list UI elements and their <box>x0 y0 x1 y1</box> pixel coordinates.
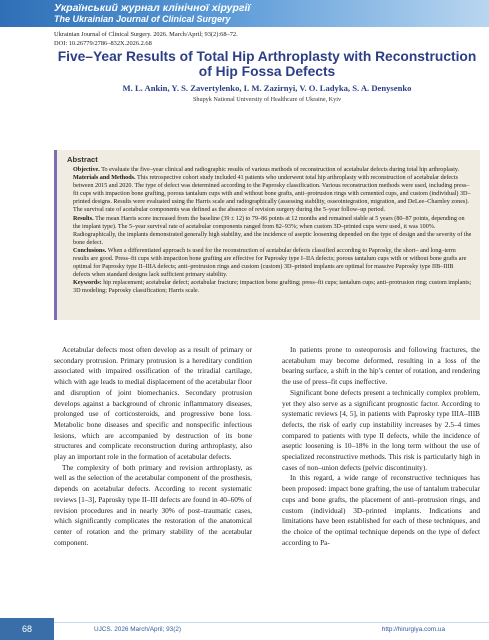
keywords-text: hip replacement; acetabular defect; acetabular fracture; impaction bone grafting; press–fit cups; tantalum cups; anti–protrusion ring; custom implants; 3D modeling; Paprosky classification; Harris scale. <box>73 280 472 295</box>
body-paragraph: In patients prone to osteoporosis and following fractures, the acetabulum may become deformed, resulting in a loss of the bearing surface, a shift in the hip’s center of rotation, and rendering the use of press–fit cups ineffective. <box>282 345 480 387</box>
methods-label: Materials and Methods. <box>73 175 136 182</box>
abstract-conclusions <box>67 247 472 279</box>
methods-text: This retrospective cohort study included 41 patients who underwent total hip arthroplasty with reconstruction of acetabular defects between 2015 and 2020. The type of defect was determined according to the Paprosky classification. Various reconstruction methods were used, including press–fit cups with impaction bone grafting, porous tantalum cups with and without bone grafts, anti–protrusion rings with cemented cups, and custom (individual) 3D–printed designs. Results were evaluated using the Harris scale and radiographically (assessing stability, osseointegration, migration, and DeLee–Charnley zones). The survival rate of acetabular components was defined as the absence of revision surgery during the 5–year follow–up period. <box>73 175 471 214</box>
body-column-left <box>54 345 252 548</box>
abstract-results <box>67 215 472 247</box>
affiliation: Shupyk National University of Healthcare of Ukraine, Kyiv <box>192 96 342 103</box>
journal-title-english: The Ukrainian Journal of Clinical Surgery <box>54 14 231 24</box>
footer-url-link[interactable]: http://hirurgiya.com.ua <box>381 626 445 633</box>
body-paragraph: Acetabular defects most often develop as a result of primary or secondary protrusion. Primary protrusion is a hereditary condition associated with impaired ossification of the triradial cartilage, which with age leads to medial displacement of the acetabular floor and disruption of joint biomechanics. Secondary protrusion develops against a background of chronic inflammatory diseases, prolonged use of corticosteroids, and progressive bone loss. Metabolic bone diseases and specific and nonspecific infectious lesions, which are accompanied by destruction of its bone structures and complicate reconstruction during arthroplasty, also play an important role in the formation of acetabular defects. <box>54 345 252 462</box>
footer-divider <box>54 622 489 623</box>
citation-line: Ukrainian Journal of Clinical Surgery. 2026. March/April; 93(2):68–72. <box>54 31 238 38</box>
results-text: The mean Harris score increased from the baseline (39 ± 12) to 79–86 points at 12 months and remained stable at 5 years (80–87 points, depending on the implant type). The 5–year survival rate of acetabular components ranged from 82–93%; when custom 3D–printed cups were used, it was 100%. Radiographically, the implants demonstrated generally high stability, and the incidence of aseptic loosening depended on the type of design and the severity of the bone defect. <box>73 215 472 246</box>
author-list: M. L. Ankin, Y. S. Zavertylenko, I. M. Zazirnyi, V. O. Ladyka, S. A. Denysenko <box>122 83 412 93</box>
doi-line: DOI: 10.26779/2786–832X.2026.2.68 <box>54 39 152 47</box>
objective-text: To evaluate the five–year clinical and radiographic results of various methods of reconstruction of acetabular defects during total hip arthroplasty. <box>99 167 460 173</box>
footer-citation: UJCS. 2026 March/April; 93(2) <box>94 626 182 633</box>
abstract-methods <box>67 174 472 214</box>
page-number: 68 <box>0 618 54 640</box>
body-column-right <box>282 345 480 548</box>
abstract-heading: Abstract <box>67 155 98 164</box>
objective-label: Objective. <box>73 167 100 173</box>
abstract-keywords <box>67 279 472 295</box>
conclusions-label: Conclusions. <box>73 247 107 254</box>
journal-title-ukrainian: Український журнал клінічної хірургії <box>54 2 251 14</box>
abstract-objective <box>67 166 472 174</box>
conclusions-text: When a differentiated approach is used for the reconstruction of acetabular defects classified according to Paprosky, the short– and long–term results are good. Press–fit cups with impaction bone grafting are effective for Paprosky type I–IIA defects; porous tantalum cups with or without bone grafts are optimal for Paprosky type II–IIIA defects; anti–protrusion rings and custom (custom) 3D–printed implants are optimal for massive Paprosky type IIB–IIIB defects when standard designs lack sufficient primary stability. <box>73 247 467 279</box>
citation-block <box>54 31 238 48</box>
body-paragraph: Significant bone defects present a technically complex problem, yet they also serve as a significant prognostic factor. According to systematic reviews [4, 5], in patients with Paprosky type IIIA–IIIB defects, the risk of early cup instability increases by 2.5–4 times compared to patients with type II defects, while the incidence of aseptic loosening is 10–18% in the long term without the use of specialized reconstructive methods. This risk is particularly high in cases of non–union defects (pelvic discontinuity). <box>282 387 480 472</box>
abstract-box <box>54 150 480 320</box>
article-title: Five–Year Results of Total Hip Arthroplasty with Reconstruction of Hip Fossa Defects <box>57 49 477 79</box>
journal-header-banner <box>0 0 489 27</box>
keywords-label: Keywords: <box>73 280 102 287</box>
results-label: Results. <box>73 215 94 222</box>
page-footer <box>0 618 489 640</box>
body-paragraph: In this regard, a wide range of reconstructive techniques has been proposed: impact bone grafting, the use of tantalum trabecular cups and bone grafts, the placement of anti–protrusion rings, and custom (individual) 3D–printed implants. Indications and limitations have been established for each of these techniques, and the choice of the optimal technique depends on the type of defect according to Pa- <box>282 473 480 547</box>
body-paragraph: The complexity of both primary and revision arthroplasty, as well as the selection of the acetabular component of the prosthesis, depends on acetabular defects. According to recent systematic reviews [1–3], Paprosky type II–III defects are found in 40–60% of revision procedures and in nearly 30% of post–traumatic cases, which significantly complicates the restoration of the anatomical center of rotation and the primary stability of the acetabular component. <box>54 462 252 547</box>
